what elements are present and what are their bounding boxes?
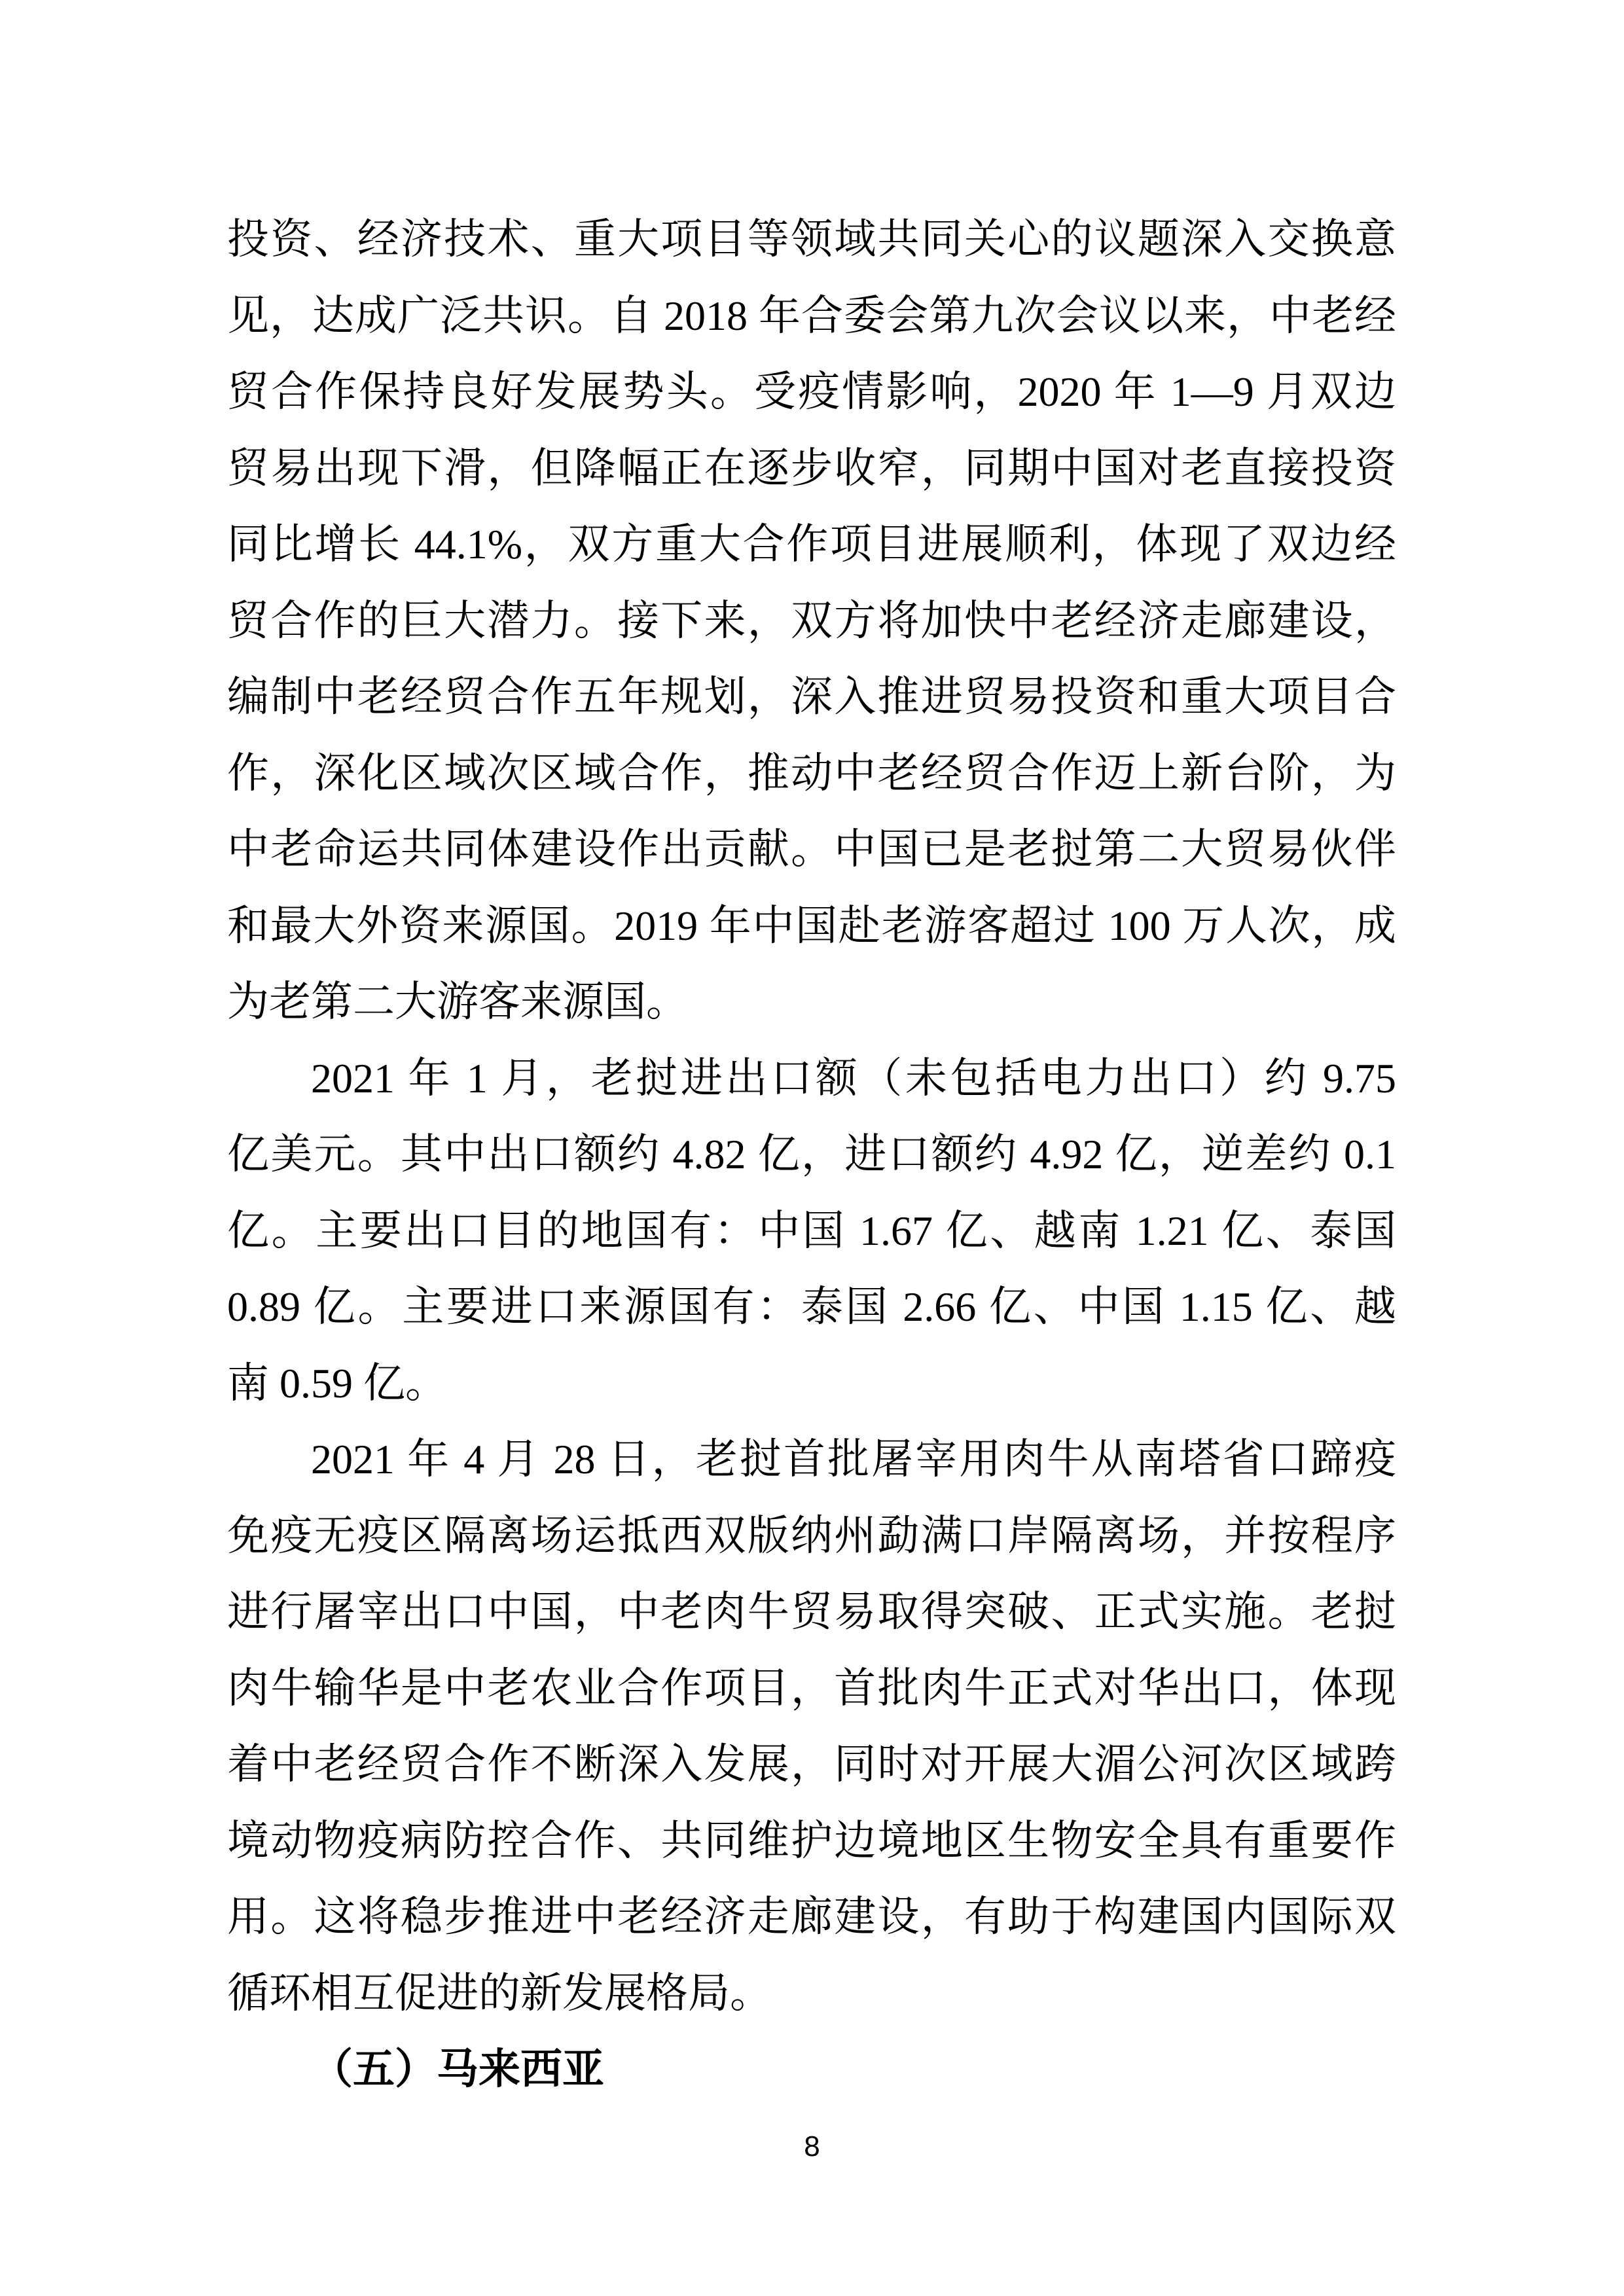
paragraph-laos-cooperation	[227, 202, 1396, 1041]
text-line: 编制中老经贸合作五年规划，深入推进贸易投资和重大项目合	[227, 673, 1396, 720]
text-line: 进行屠宰出口中国，中老肉牛贸易取得突破、正式实施。老挝	[227, 1588, 1396, 1635]
text-line: 用。这将稳步推进中老经济走廊建设，有助于构建国内国际双	[227, 1893, 1396, 1940]
text-line: 着中老经贸合作不断深入发展，同时对开展大湄公河次区域跨	[227, 1741, 1396, 1787]
text-line: 0.89 亿。主要进口来源国有：泰国 2.66 亿、中国 1.15 亿、越	[227, 1283, 1396, 1330]
text-line: 肉牛输华是中老农业合作项目，首批肉牛正式对华出口，体现	[227, 1664, 1396, 1712]
paragraph-laos-cattle-export	[227, 1422, 1396, 2032]
text-line: 贸合作的巨大潜力。接下来，双方将加快中老经济走廊建设，	[227, 597, 1396, 644]
text-line: 同比增长 44.1%，双方重大合作项目进展顺利，体现了双边经	[227, 521, 1396, 567]
document-body	[227, 202, 1396, 2108]
section-heading: （五）马来西亚	[311, 2046, 604, 2092]
text-line: 亿。主要出口目的地国有：中国 1.67 亿、越南 1.21 亿、泰国	[227, 1207, 1396, 1254]
heading-section-5-malaysia	[227, 2032, 1396, 2108]
text-line: 投资、经济技术、重大项目等领域共同关心的议题深入交换意	[227, 216, 1396, 262]
text-line: 贸合作保持良好发展势头。受疫情影响，2020 年 1—9 月双边	[227, 368, 1396, 415]
text-line: 免疫无疫区隔离场运抵西双版纳州勐满口岸隔离场，并按程序	[227, 1512, 1396, 1559]
text-line: 和最大外资来源国。2019 年中国赴老游客超过 100 万人次，成	[227, 902, 1396, 949]
text-line: 见，达成广泛共识。自 2018 年合委会第九次会议以来，中老经	[227, 292, 1396, 339]
page-number: 8	[804, 2130, 820, 2162]
text-line: 南 0.59 亿。	[227, 1359, 447, 1407]
text-line: 循环相互促进的新发展格局。	[227, 1969, 772, 2017]
text-line: 中老命运共同体建设作出贡献。中国已是老挝第二大贸易伙伴	[227, 826, 1396, 872]
paragraph-laos-trade-figures	[227, 1041, 1396, 1422]
text-line: 为老第二大游客来源国。	[227, 978, 688, 1025]
page-footer	[0, 2128, 1624, 2165]
text-line: 2021 年 1 月，老挝进出口额（未包括电力出口）约 9.75	[311, 1054, 1396, 1102]
text-line: 贸易出现下滑，但降幅正在逐步收窄，同期中国对老直接投资	[227, 444, 1396, 492]
text-line: 2021 年 4 月 28 日，老挝首批屠宰用肉牛从南塔省口蹄疫	[311, 1436, 1396, 1482]
text-line: 作，深化区域次区域合作，推动中老经贸合作迈上新台阶，为	[227, 749, 1396, 797]
text-line: 亿美元。其中出口额约 4.82 亿，进口额约 4.92 亿，逆差约 0.1	[227, 1131, 1396, 1177]
text-line: 境动物疫病防控合作、共同维护边境地区生物安全具有重要作	[227, 1817, 1396, 1864]
